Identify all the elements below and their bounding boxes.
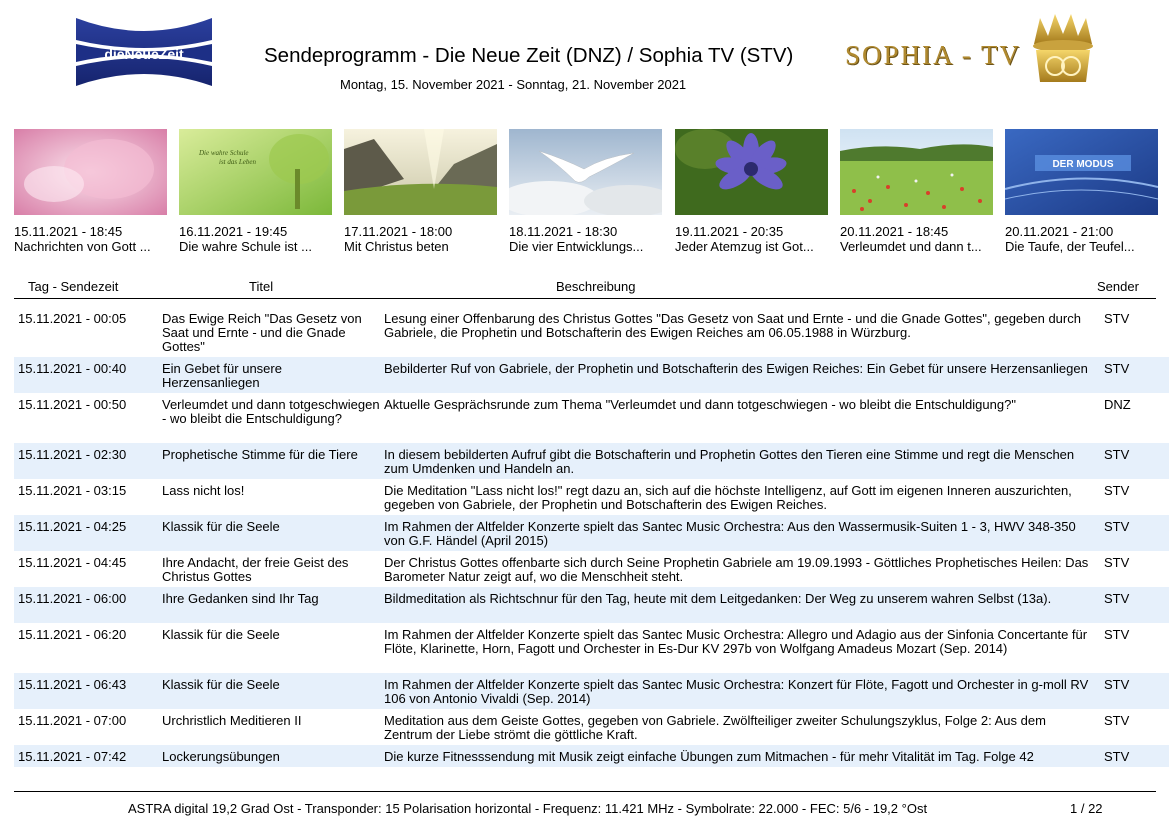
highlight-item[interactable] bbox=[14, 129, 167, 254]
highlight-title[interactable]: Die vier Entwicklungs... bbox=[509, 239, 644, 254]
highlight-image-nachrichten[interactable] bbox=[14, 129, 167, 215]
table-row bbox=[14, 551, 1169, 587]
highlight-image-caption: DER MODUS bbox=[1052, 159, 1114, 170]
row-description: Im Rahmen der Altfelder Konzerte spielt das Santec Music Orchestra: Allegro und Adagio aus der Sinfonia Concertante für Flöte, Klarinette, Horn, Fagott und Orchester in Es-Dur KV 297b von Wolfgang Amadeus Mozart (Sep. 2014) bbox=[384, 627, 1088, 656]
highlight-item[interactable] bbox=[1005, 129, 1158, 254]
highlight-image-caption: ist das Leben bbox=[219, 158, 256, 166]
highlight-image-verleumdet[interactable] bbox=[840, 129, 993, 215]
row-title: Lass nicht los! bbox=[162, 483, 245, 498]
highlight-image-wahre-schule[interactable] bbox=[179, 129, 332, 215]
row-time: 15.11.2021 - 06:00 bbox=[18, 591, 127, 606]
highlight-title[interactable]: Nachrichten von Gott ... bbox=[14, 239, 151, 254]
row-description: Im Rahmen der Altfelder Konzerte spielt das Santec Music Orchestra: Aus den Wassermusik-Suiten 1 - 3, HWV 348-350 von G.F. Händel (April 2015) bbox=[384, 519, 1076, 548]
table-row bbox=[14, 587, 1169, 623]
table-row bbox=[14, 515, 1169, 551]
row-title: Verleumdet und dann totgeschwiegen - wo bleibt die Entschuldigung? bbox=[162, 397, 380, 426]
row-sender: STV bbox=[1104, 483, 1130, 498]
table-row bbox=[14, 393, 1169, 443]
row-time: 15.11.2021 - 04:45 bbox=[18, 555, 127, 570]
row-time: 15.11.2021 - 02:30 bbox=[18, 447, 127, 462]
row-title: Ihre Andacht, der freie Geist des Christus Gottes bbox=[162, 555, 349, 584]
highlight-image-mit-christus-beten[interactable] bbox=[344, 129, 497, 215]
table-row bbox=[14, 745, 1169, 767]
row-title: Klassik für die Seele bbox=[162, 627, 280, 642]
row-time: 15.11.2021 - 03:15 bbox=[18, 483, 127, 498]
highlight-date: 15.11.2021 - 18:45 bbox=[14, 224, 123, 239]
table-row bbox=[14, 307, 1169, 357]
row-title: Klassik für die Seele bbox=[162, 677, 280, 692]
row-description: Meditation aus dem Geiste Gottes, gegeben von Gabriele. Zwölfteiliger zweiter Schulungszyklus, Folge 2: Aus dem Zentrum der Liebe strömt die göttliche Kraft. bbox=[384, 713, 1046, 742]
highlight-date: 20.11.2021 - 18:45 bbox=[840, 224, 949, 239]
highlight-image-atemzug[interactable] bbox=[675, 129, 828, 215]
row-title: Prophetische Stimme für die Tiere bbox=[162, 447, 358, 462]
dnz-logo-text: dieNeueZeit bbox=[104, 46, 184, 62]
crown-icon bbox=[1028, 10, 1098, 88]
row-description: Die Meditation "Lass nicht los!" regt dazu an, sich auf die höchste Intelligenz, auf Gott im eigenen Inneren auszurichten, gegeben von Gabriele, der Prophetin und Botschafterin des Ewigen Reiches. bbox=[384, 483, 1072, 512]
row-title: Ein Gebet für unsere Herzensanliegen bbox=[162, 361, 282, 390]
footer-divider bbox=[14, 791, 1156, 792]
row-time: 15.11.2021 - 04:25 bbox=[18, 519, 127, 534]
row-time: 15.11.2021 - 07:42 bbox=[18, 749, 127, 764]
satellite-info: ASTRA digital 19,2 Grad Ost - Transponder: 15 Polarisation horizontal - Frequenz: 11.421 MHz - Symbolrate: 22.000 - FEC: 5/6 - 19,2 °Ost bbox=[128, 801, 928, 816]
row-sender: DNZ bbox=[1104, 397, 1131, 412]
column-header-title: Titel bbox=[249, 279, 274, 294]
column-header-sender: Sender bbox=[1097, 279, 1139, 294]
row-sender: STV bbox=[1104, 677, 1130, 692]
row-sender: STV bbox=[1104, 555, 1130, 570]
highlight-title[interactable]: Die Taufe, der Teufel... bbox=[1005, 239, 1135, 254]
row-description: In diesem bebilderten Aufruf gibt die Botschafterin und Prophetin Gottes den Tieren eine Stimme und regt die Menschen zum Umdenken und Handeln an. bbox=[384, 447, 1075, 476]
row-sender: STV bbox=[1104, 749, 1130, 764]
row-title: Urchristlich Meditieren II bbox=[162, 713, 302, 728]
highlight-item[interactable] bbox=[344, 129, 497, 254]
highlight-item[interactable] bbox=[509, 129, 662, 254]
row-time: 15.11.2021 - 00:50 bbox=[18, 397, 127, 412]
schedule-table bbox=[14, 307, 1169, 767]
column-header-description: Beschreibung bbox=[556, 279, 636, 294]
row-title: Ihre Gedanken sind Ihr Tag bbox=[162, 591, 319, 606]
row-sender: STV bbox=[1104, 627, 1130, 642]
highlight-item[interactable] bbox=[840, 129, 993, 254]
highlight-title[interactable]: Verleumdet und dann t... bbox=[840, 239, 982, 254]
highlight-date: 16.11.2021 - 19:45 bbox=[179, 224, 288, 239]
table-row bbox=[14, 443, 1169, 479]
row-description: Die kurze Fitnesssendung mit Musik zeigt einfache Übungen zum Mitmachen - für mehr Vitalität im Tag. Folge 42 bbox=[384, 749, 1034, 764]
row-title: Lockerungsübungen bbox=[162, 749, 280, 764]
row-title: Klassik für die Seele bbox=[162, 519, 280, 534]
column-header-time: Tag - Sendezeit bbox=[28, 279, 119, 294]
row-sender: STV bbox=[1104, 591, 1130, 606]
row-time: 15.11.2021 - 06:20 bbox=[18, 627, 127, 642]
table-row bbox=[14, 709, 1169, 745]
highlight-title[interactable]: Die wahre Schule ist ... bbox=[179, 239, 312, 254]
highlight-image-entwicklungs[interactable] bbox=[509, 129, 662, 215]
table-row bbox=[14, 479, 1169, 515]
row-sender: STV bbox=[1104, 519, 1130, 534]
highlights-strip bbox=[14, 129, 1164, 259]
highlight-title[interactable]: Jeder Atemzug ist Got... bbox=[675, 239, 814, 254]
table-row bbox=[14, 623, 1169, 673]
sophia-tv-logo bbox=[845, 10, 1100, 88]
date-range: Montag, 15. November 2021 - Sonntag, 21. November 2021 bbox=[340, 77, 687, 92]
row-description: Im Rahmen der Altfelder Konzerte spielt das Santec Music Orchestra: Konzert für Flöte, Fagott und Orchester in g-moll RV 106 von Antonio Vivaldi (Sep. 2014) bbox=[384, 677, 1089, 706]
row-time: 15.11.2021 - 00:40 bbox=[18, 361, 127, 376]
highlight-date: 17.11.2021 - 18:00 bbox=[344, 224, 453, 239]
row-sender: STV bbox=[1104, 361, 1130, 376]
row-sender: STV bbox=[1104, 713, 1130, 728]
page-title: Sendeprogramm - Die Neue Zeit (DNZ) / Sophia TV (STV) bbox=[264, 44, 794, 67]
highlight-date: 18.11.2021 - 18:30 bbox=[509, 224, 618, 239]
highlight-image-caption: Die wahre Schule bbox=[199, 149, 249, 157]
dnz-logo bbox=[74, 14, 214, 90]
sophia-logo-text: SOPHIA - TV bbox=[845, 40, 1022, 70]
row-description: Aktuelle Gesprächsrunde zum Thema "Verleumdet und dann totgeschwiegen - wo bleibt die Entschuldigung?" bbox=[384, 397, 1016, 412]
row-time: 15.11.2021 - 06:43 bbox=[18, 677, 127, 692]
row-sender: STV bbox=[1104, 311, 1130, 326]
page-number: 1 / 22 bbox=[1070, 801, 1103, 816]
header-divider bbox=[14, 298, 1156, 299]
row-description: Bildmeditation als Richtschnur für den Tag, heute mit dem Leitgedanken: Der Weg zu unserem wahren Selbst (13a). bbox=[384, 591, 1052, 606]
highlight-date: 20.11.2021 - 21:00 bbox=[1005, 224, 1114, 239]
highlight-image-taufe[interactable] bbox=[1005, 129, 1158, 215]
row-description: Der Christus Gottes offenbarte sich durch Seine Prophetin Gabriele am 19.09.1993 - Göttliches Prophetisches Heilen: Das Barometer Natur zeigt auf, wo die Menschheit steht. bbox=[384, 555, 1089, 584]
highlight-date: 19.11.2021 - 20:35 bbox=[675, 224, 784, 239]
row-description: Lesung einer Offenbarung des Christus Gottes "Das Gesetz von Saat und Ernte - und die Gnade Gottes", gegeben durch Gabriele, die Prophetin und Botschafterin des Ewigen Reiches am 06.05.1988 in Würzburg. bbox=[384, 311, 1081, 340]
table-row bbox=[14, 673, 1169, 709]
schedule-table-header bbox=[14, 279, 1156, 299]
row-time: 15.11.2021 - 00:05 bbox=[18, 311, 127, 326]
highlight-item[interactable] bbox=[675, 129, 828, 254]
row-description: Bebilderter Ruf von Gabriele, der Prophetin und Botschafterin des Ewigen Reiches: Ein Gebet für unsere Herzensanliegen bbox=[384, 361, 1088, 376]
highlight-item[interactable] bbox=[179, 129, 332, 254]
row-title: Das Ewige Reich "Das Gesetz von Saat und Ernte - und die Gnade Gottes" bbox=[162, 311, 362, 354]
row-time: 15.11.2021 - 07:00 bbox=[18, 713, 127, 728]
highlight-title[interactable]: Mit Christus beten bbox=[344, 239, 449, 254]
row-sender: STV bbox=[1104, 447, 1130, 462]
table-row bbox=[14, 357, 1169, 393]
